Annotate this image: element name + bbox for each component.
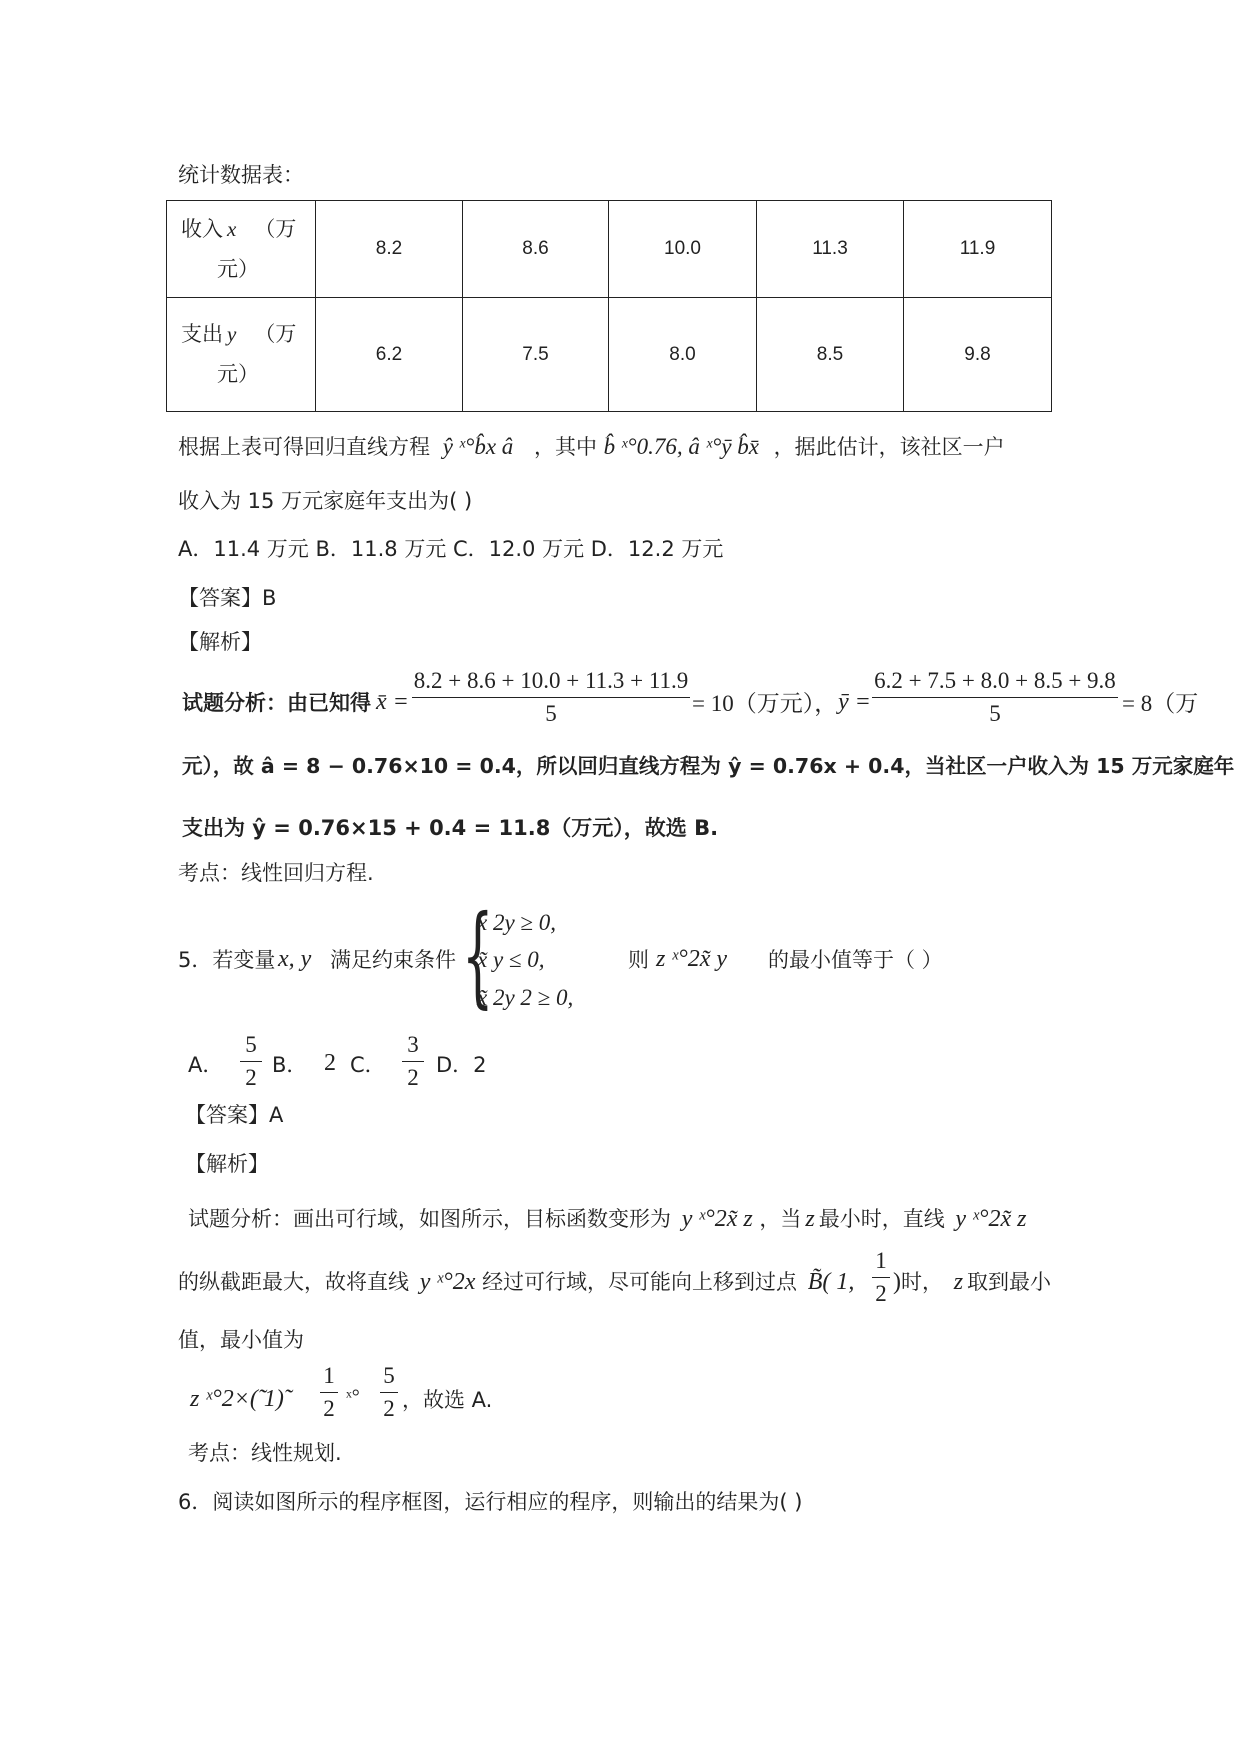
q4-xbar: x̄ = (376, 689, 409, 715)
table-cell: 8.2 (316, 201, 463, 298)
table-cell: 9.8 (904, 298, 1052, 412)
table-cell: 8.6 (463, 201, 609, 298)
q5-solution-line2a: 的纵截距最大，故将直线 y ˣ°2x 经过可行域，尽可能向上移到过点 B̃( 1, (178, 1269, 855, 1295)
statistics-table (166, 200, 1052, 412)
table-cell: 10.0 (609, 201, 757, 298)
q5-solution-line3: 值，最小值为 (178, 1328, 304, 1352)
q5-solution-fraction-1: 1 2 (320, 1363, 338, 1422)
q4-solution-intro: 试题分析：由已知得 (182, 691, 371, 715)
q5-point-fraction: 1 2 (872, 1248, 890, 1307)
q6-stem: 6．阅读如图所示的程序框图，运行相应的程序，则输出的结果为( ) (178, 1490, 803, 1514)
table-cell: 8.0 (609, 298, 757, 412)
q5-stem-b: 满足约束条件 (330, 948, 456, 972)
q4-fraction-y: 6.2 + 7.5 + 8.0 + 8.5 + 9.8 5 (872, 668, 1118, 727)
table-cell: 11.9 (904, 201, 1052, 298)
q5-analysis-label: 【解析】 (185, 1152, 269, 1176)
q5-stem-a: 5．若变量 (178, 948, 276, 972)
table-row (167, 298, 1052, 412)
constraint-1: x 2y ≥ 0, (477, 910, 557, 935)
table-cell: 7.5 (463, 298, 609, 412)
q5-stem-c: 则 (628, 948, 649, 972)
q5-solution-sign: ˣ° (346, 1386, 360, 1408)
q5-solution-end: ，故选 A. (402, 1388, 493, 1412)
q4-solution-line2: 元），故 â = 8 − 0.76×10 = 0.4，所以回归直线方程为 ŷ = 0.76x + 0.4，当社区一户收入为 15 万元家庭年 (182, 754, 1235, 778)
q5-option-a-fraction: 5 2 (240, 1032, 262, 1091)
q5-kaodian: 考点：线性规划. (188, 1441, 342, 1465)
q5-stem-eq: z ˣ°2x̃ y (656, 946, 728, 972)
q4-result-y: = 8（万 (1122, 691, 1199, 716)
q5-solution-line2b: )时， z 取到最小 (893, 1269, 1052, 1295)
q4-solution-line3: 支出为 ŷ = 0.76×15 + 0.4 = 11.8（万元），故选 B. (182, 816, 719, 840)
constraint-brace: { (462, 891, 494, 1019)
q4-analysis-label: 【解析】 (178, 630, 262, 654)
constraint-2: x̃ y ≤ 0, (477, 947, 545, 972)
table-heading: 统计数据表： (178, 163, 304, 187)
table-cell: 11.3 (757, 201, 904, 298)
q5-stem-vars: x, y (278, 946, 312, 972)
q4-stem-line2: 收入为 15 万元家庭年支出为( ) (178, 489, 473, 513)
q4-stem-line1: 根据上表可得回归直线方程 ŷ ˣ°b̂x â ，其中 b̂ ˣ°0.76, â ˣ°ȳ b̂x̄ ，据此估计，该社区一户 (178, 434, 1005, 459)
q4-answer: 【答案】B (178, 586, 277, 610)
q5-solution-line1: 试题分析：画出可行域，如图所示，目标函数变形为 y ˣ°2x̃ z ，当 z 最小时，直线 y ˣ°2x̃ z (188, 1206, 1027, 1232)
q5-solution-fraction-2: 5 2 (380, 1363, 398, 1422)
q5-option-b-label: B． (272, 1053, 308, 1077)
q5-stem-d: 的最小值等于（ ） (768, 948, 943, 972)
row-header-expense: 支出 y （万 元） (167, 298, 316, 412)
constraint-3: x̃ 2y 2 ≥ 0, (477, 985, 574, 1010)
table-cell: 8.5 (757, 298, 904, 412)
q5-option-d: D．2 (436, 1053, 487, 1077)
row-header-income: 收入 x （万 元） (167, 201, 316, 298)
q5-option-c-label: C． (350, 1053, 386, 1077)
q5-option-c-fraction: 3 2 (402, 1032, 424, 1091)
table-cell: 6.2 (316, 298, 463, 412)
q5-answer: 【答案】A (185, 1103, 284, 1127)
q4-kaodian: 考点：线性回归方程. (178, 861, 374, 885)
q5-option-a-label: A． (188, 1053, 224, 1077)
q4-options: A．11.4 万元 B．11.8 万元 C．12.0 万元 D．12.2 万元 (178, 537, 724, 561)
q5-solution-eq: z ˣ°2×(̃ 1)̃ (190, 1386, 284, 1412)
q4-ybar: ȳ = (838, 689, 871, 715)
q4-result-x: = 10（万元）， (692, 691, 838, 716)
table-row (167, 201, 1052, 298)
q5-option-b-value: 2 (324, 1050, 336, 1076)
q4-fraction-x: 8.2 + 8.6 + 10.0 + 11.3 + 11.9 5 (413, 668, 689, 726)
